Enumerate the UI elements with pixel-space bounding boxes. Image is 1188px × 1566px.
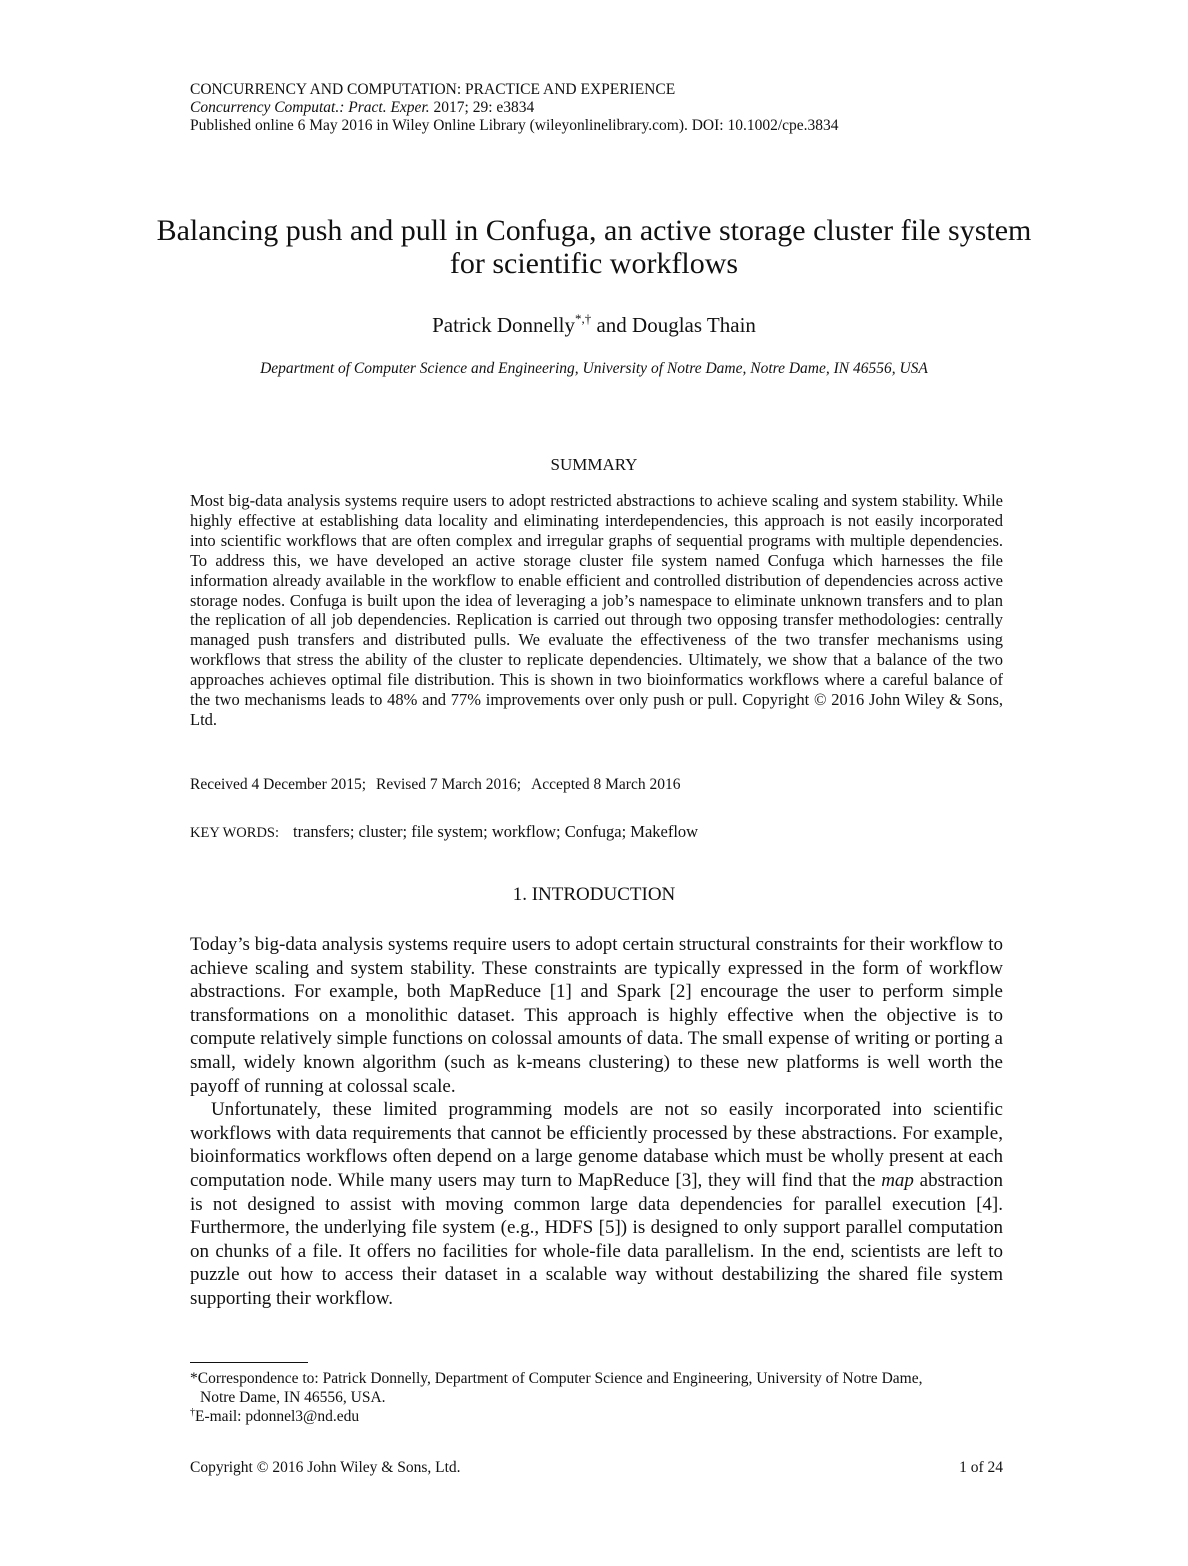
date-received: Received 4 December 2015; — [190, 776, 367, 793]
author-rest: and Douglas Thain — [591, 313, 756, 337]
section-heading-introduction: 1. INTRODUCTION — [512, 884, 676, 905]
keywords — [190, 822, 698, 842]
intro-p2-part-b: abstraction is not designed to assist with moving common large data dependencies for parallel execution [4]. Furthermore, the underlying file system (e.g., HDFS [5]) is designed to only support parallel computation on chunks of a file. It offers no facilities for whole-file data parallelism. In the end, scientists are left to puzzle out how to access their dataset in a scalable way without destabilizing the shared file system supporting their workflow. — [190, 1169, 1003, 1309]
intro-paragraph-2 — [190, 1098, 1003, 1310]
keywords-label: KEY WORDS: — [190, 825, 280, 841]
intro-p2-emphasis: map — [881, 1169, 914, 1191]
journal-citation — [190, 99, 839, 117]
citation-rest: 2017; 29: e3834 — [429, 99, 535, 116]
summary-text: Most big-data analysis systems require users to adopt restricted abstractions to achieve scaling and system stability. While highly effective at establishing data locality and eliminating interdependencies, this approach is not easily incorporated into scientific workflows that are often complex and irregular graphs of sequential programs with multiple dependencies. To address this, we have developed an active storage cluster file system named Confuga which harnesses the file information already available in the workflow to enable efficient and controlled distribution of dependencies across active storage nodes. Confuga is built upon the idea of leveraging a job’s namespace to eliminate unknown transfers and to plan the replication of all job dependencies. Replication is carried out through two opposing transfer methodologies: centrally managed push transfers and distributed pulls. We evaluate the effectiveness of the two transfer mechanisms using workflows that stress the ability of the cluster to replicate dependencies. Ultimately, we show that a balance of the two approaches achieves optimal file distribution. This is shown in two bioinformatics workflows where a careful balance of the two mechanisms leads to 48% and 77% improvements over only push or pull. Copyright © 2016 John Wiley & Sons, Ltd. — [190, 491, 1003, 729]
footnote-correspondence-cont: Notre Dame, IN 46556, USA. — [200, 1389, 386, 1406]
footer-copyright: Copyright © 2016 John Wiley & Sons, Ltd. — [190, 1459, 461, 1476]
journal-header — [190, 81, 839, 135]
introduction-body — [190, 933, 1003, 1311]
date-revised: Revised 7 March 2016; — [376, 776, 522, 793]
authors — [0, 313, 1188, 338]
date-accepted: Accepted 8 March 2016 — [531, 776, 681, 793]
published-line: Published online 6 May 2016 in Wiley Online Library (wileyonlinelibrary.com). DOI: 10.1002/cpe.3834 — [190, 117, 839, 134]
footnote-email — [190, 1407, 1003, 1426]
footnote-rule — [190, 1362, 308, 1363]
footnotes — [190, 1369, 1003, 1426]
affiliation: Department of Computer Science and Engineering, University of Notre Dame, Notre Dame, IN 46556, USA — [260, 360, 928, 377]
intro-paragraph-1: Today’s big-data analysis systems require users to adopt certain structural constraints for their workflow to achieve scaling and system stability. These constraints are typically expressed in the form of workflow abstractions. For example, both MapReduce [1] and Spark [2] encourage the user to perform simple transformations on a monolithic dataset. This approach is highly effective when the objective is to compute relatively simple functions on colossal amounts of data. The small expense of writing or porting a small, widely known algorithm (such as k-means clustering) to these new platforms is well worth the payoff of running at colossal scale. — [190, 934, 1003, 1097]
author-marks: *,† — [574, 311, 592, 326]
citation-italic: Concurrency Computat.: Pract. Exper. — [190, 99, 430, 116]
email-mark: † — [190, 1407, 195, 1418]
page-number: 1 of 24 — [959, 1459, 1003, 1476]
email-text: E-mail: pdonnel3@nd.edu — [195, 1408, 360, 1425]
journal-name: CONCURRENCY AND COMPUTATION: PRACTICE AND EXPERIENCE — [190, 81, 676, 98]
article-dates — [190, 776, 690, 794]
summary-heading: SUMMARY — [550, 455, 638, 474]
keywords-text: transfers; cluster; file system; workflow; Confuga; Makeflow — [293, 822, 699, 841]
footnote-correspondence: *Correspondence to: Patrick Donnelly, Department of Computer Science and Engineering, University of Notre Dame, — [190, 1370, 923, 1387]
intro-p2-part-a: Unfortunately, these limited programming models are not so easily incorporated into scientific workflows with data requirements that cannot be efficiently processed by these abstractions. For example, bioinformatics workflows often depend on a large genome database which must be wholly present at each computation node. While many users may turn to MapReduce [3], they will find that the — [190, 1099, 1003, 1191]
paper-title: Balancing push and pull in Confuga, an active storage cluster file system for scientific workflows — [156, 214, 1032, 280]
author-first: Patrick Donnelly — [432, 313, 575, 337]
